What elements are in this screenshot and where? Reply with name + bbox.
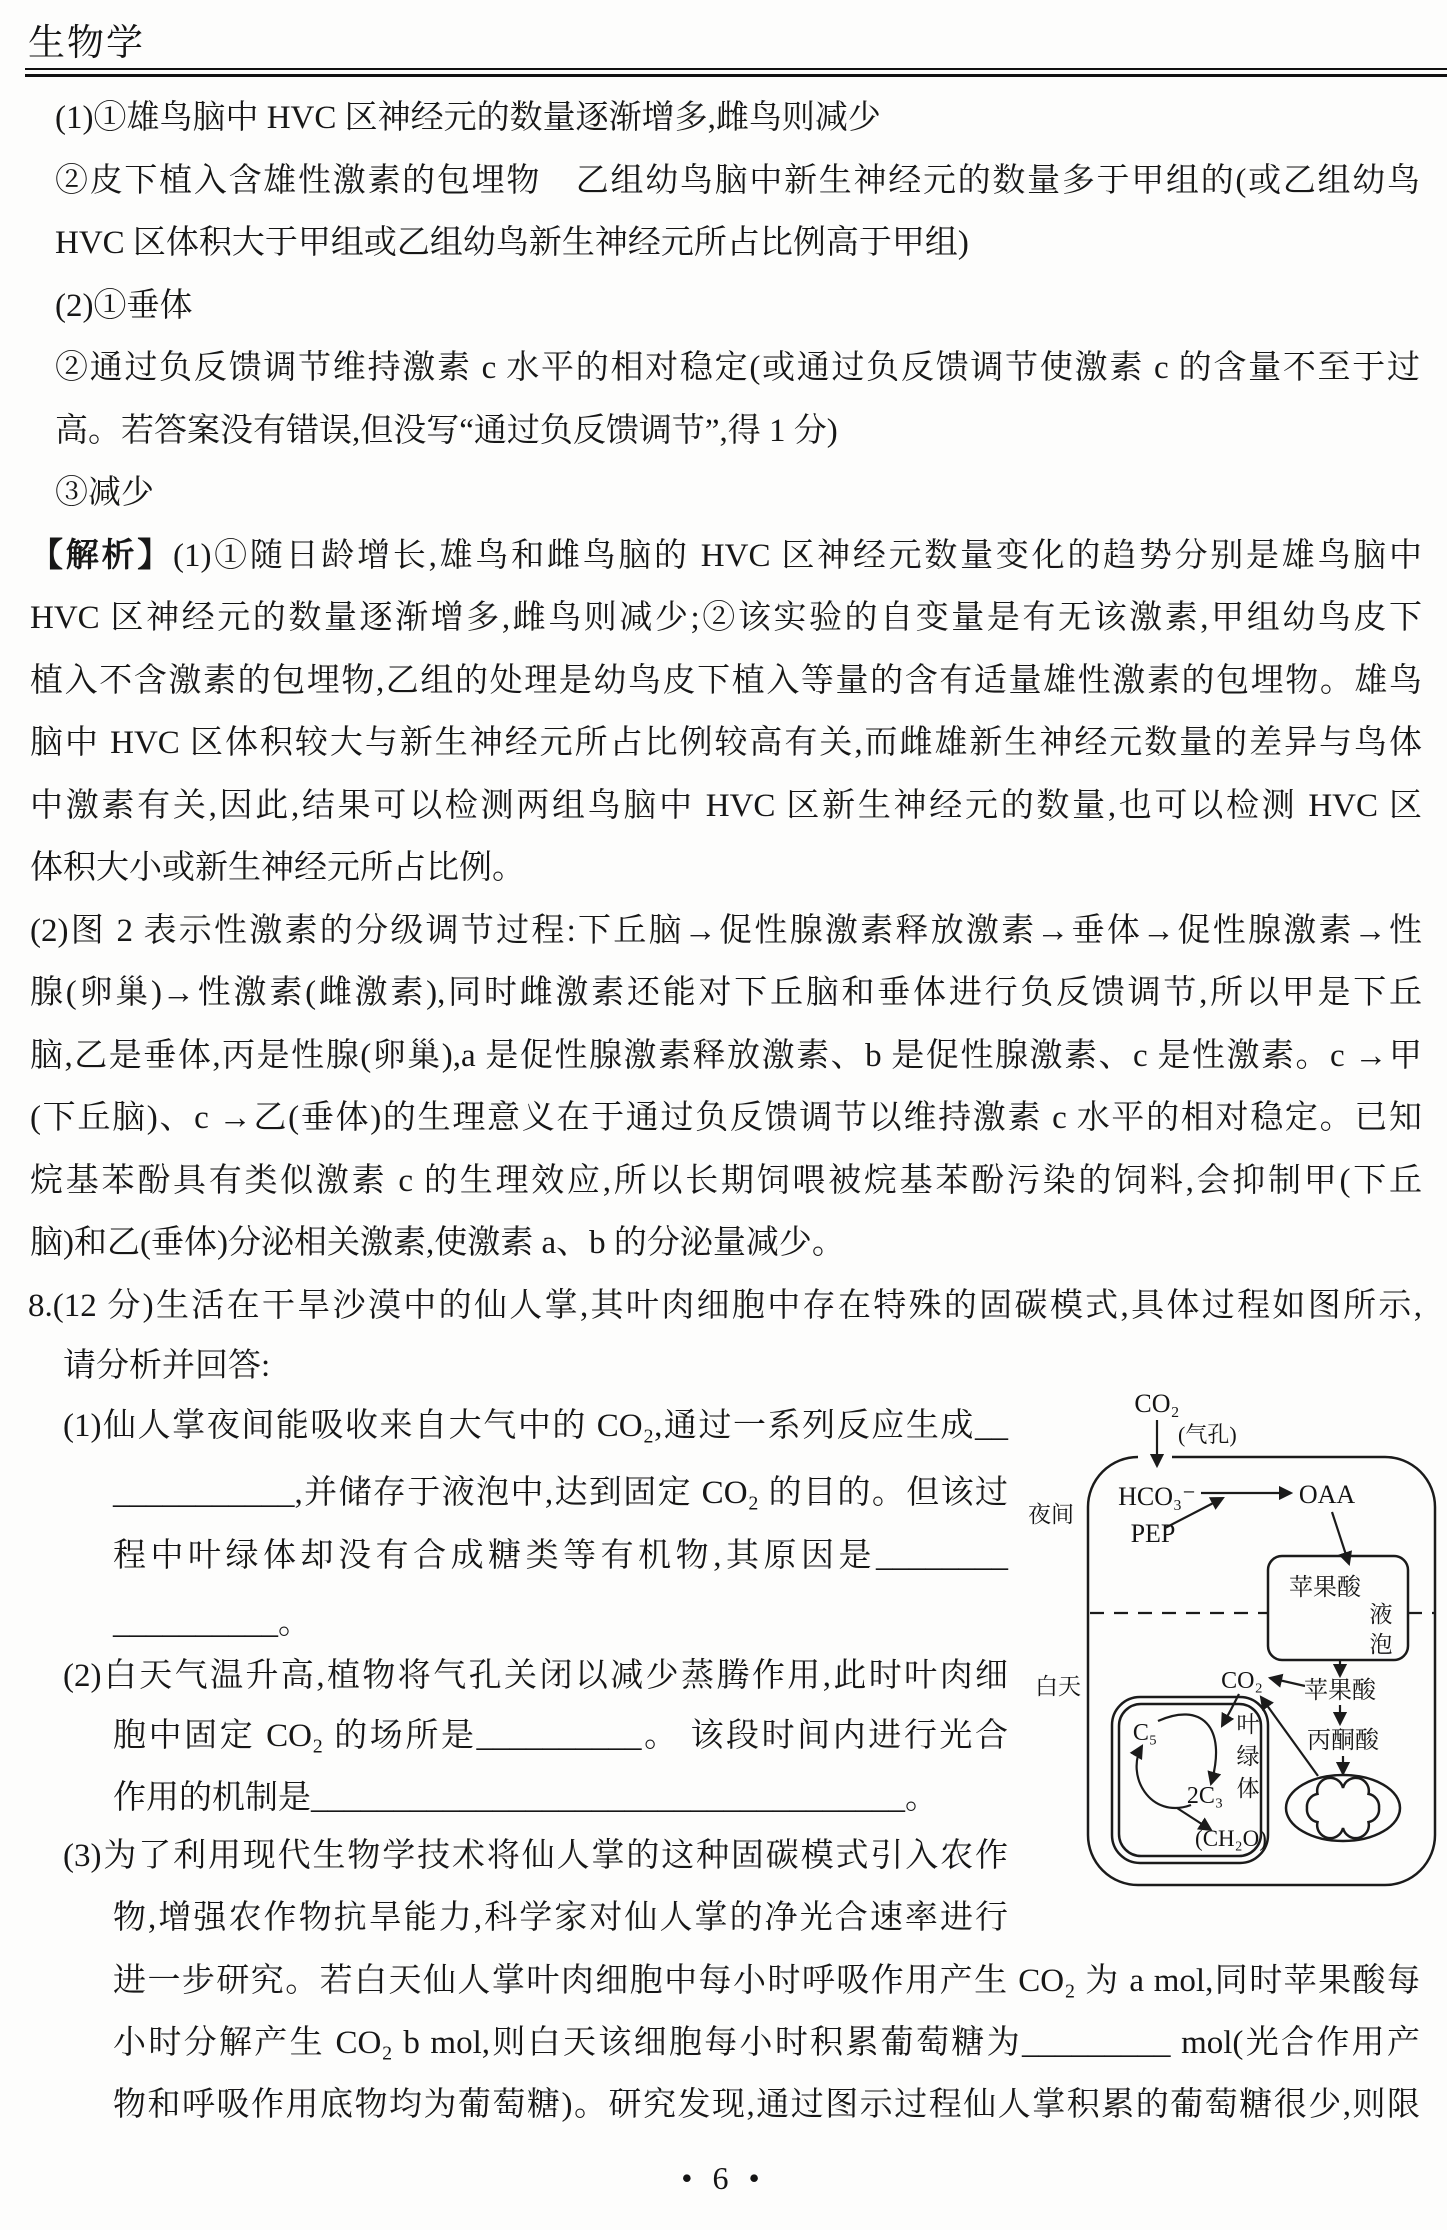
analysis-line: 脑)和乙(垂体)分泌相关激素,使激素 a、b 的分泌量减少。 (30, 1225, 845, 1261)
label-malate-day: 苹果酸 (1304, 1678, 1376, 1704)
label-malate-vacuole: 苹果酸 (1289, 1575, 1361, 1601)
mitochondrion-cristae (1307, 1778, 1379, 1838)
arrow-c5-to-2c3 (1158, 1714, 1216, 1784)
answer-line: ②通过负反馈调节维持激素 c 水平的相对稳定(或通过负反馈调节使激素 c 的含量不至于过 (55, 350, 1420, 386)
cam-pathway-figure (1015, 1380, 1447, 1900)
label-night: 夜间 (1028, 1502, 1074, 1527)
analysis-text: (1)①随日龄增长,雄鸟和雌鸟脑的 HVC 区神经元数量变化的趋势分别是雄鸟脑中 (172, 538, 1423, 574)
label-vacuole: 液 (1369, 1602, 1393, 1627)
label-ch2o: (CH₂O) (1195, 1826, 1267, 1851)
analysis-line: 中激素有关,因此,结果可以检测两组鸟脑中 HVC 区新生神经元的数量,也可以检测 HVC 区 (30, 788, 1422, 824)
analysis-line: 体积大小或新生神经元所占比例。 (30, 850, 525, 886)
answer-line: ②皮下植入含雄性激素的包埋物 乙组幼鸟脑中新生神经元的数量多于甲组的(或乙组幼鸟 (55, 163, 1420, 199)
label-2c3: 2C₃ (1186, 1783, 1224, 1809)
header-rule (25, 68, 1447, 77)
analysis-line: 腺(卵巢)→性激素(雌激素),同时雌激素还能对下丘脑和垂体进行负反馈调节,所以甲是下丘 (30, 975, 1422, 1011)
question8-line: 程中叶绿体却没有合成糖类等有机物,其原因是________ (113, 1538, 1008, 1574)
label-chloroplast: 叶 (1236, 1712, 1260, 1737)
question8-line: 作用的机制是____________________________________。 (113, 1780, 938, 1816)
question8-line: 进一步研究。若白天仙人掌叶肉细胞中每小时呼吸作用产生 CO₂ 为 a mol,同时苹果酸每 (113, 1963, 1420, 1999)
label-co2-atmo: CO₂ (1134, 1389, 1180, 1418)
arrow-to-ch2o (1177, 1808, 1211, 1830)
analysis-label: 【解析】 (30, 538, 173, 574)
analysis-line: 烷基苯酚具有类似激素 c 的生理效应,所以长期饲喂被烷基苯酚污染的饲料,会抑制甲(下丘 (30, 1163, 1422, 1199)
question8-line: 8.(12 分)生活在干旱沙漠中的仙人掌,其叶肉细胞中存在特殊的固碳模式,具体过程如图所示, (28, 1288, 1422, 1324)
question8-line: 物,增强农作物抗旱能力,科学家对仙人掌的净光合速率进行 (113, 1900, 1008, 1936)
analysis-line: (下丘脑)、c →乙(垂体)的生理意义在于通过负反馈调节以维持激素 c 水平的相对稳定。已知 (30, 1100, 1422, 1136)
label-chloroplast: 绿 (1236, 1744, 1260, 1769)
question8-line: __________。 (113, 1605, 311, 1641)
label-vacuole: 泡 (1369, 1632, 1393, 1657)
analysis-line: 脑,乙是垂体,丙是性腺(卵巢),a 是促性腺激素释放激素、b 是促性腺激素、c 是性激素。c →甲 (30, 1038, 1422, 1074)
answer-line: 高。若答案没有错误,但没写“通过负反馈调节”,得 1 分) (55, 413, 838, 449)
question8-line: (3)为了利用现代生物学技术将仙人掌的这种固碳模式引入农作 (63, 1838, 1008, 1874)
label-co2-day: CO₂ (1221, 1668, 1263, 1694)
analysis-line: (2)图 2 表示性激素的分级调节过程:下丘脑→促性腺激素释放激素→垂体→促性腺激素→性 (30, 913, 1422, 949)
label-c5: C₅ (1132, 1720, 1158, 1746)
analysis-line (30, 535, 1422, 577)
question8-line: 胞中固定 CO₂ 的场所是__________。 该段时间内进行光合 (113, 1718, 1008, 1754)
label-hco3: HCO₃⁻ (1118, 1482, 1196, 1511)
question8-line: (2)白天气温升高,植物将气孔关闭以减少蒸腾作用,此时叶肉细 (63, 1658, 1008, 1694)
analysis-line: HVC 区神经元的数量逐渐增多,雌鸟则减少;②该实验的自变量是有无该激素,甲组幼鸟皮下 (30, 600, 1422, 636)
answer-line: (1)①雄鸟脑中 HVC 区神经元的数量逐渐增多,雌鸟则减少 (55, 100, 881, 136)
label-pyruvate: 丙酮酸 (1307, 1728, 1379, 1754)
analysis-line: 植入不含激素的包埋物,乙组的处理是幼鸟皮下植入等量的含有适量雄性激素的包埋物。雄鸟 (30, 663, 1422, 699)
question8-line: 物和呼吸作用底物均为葡萄糖)。研究发现,通过图示过程仙人掌积累的葡萄糖很少,则限 (113, 2087, 1420, 2123)
answer-line: HVC 区体积大于甲组或乙组幼鸟新生神经元所占比例高于甲组) (55, 225, 969, 261)
arrow-malate-to-co2 (1270, 1678, 1305, 1686)
answer-line: ③减少 (55, 475, 154, 511)
arrow-2c3-to-c5 (1137, 1746, 1191, 1808)
label-stoma: (气孔) (1178, 1422, 1237, 1447)
question8-line: ___________,并储存于液泡中,达到固定 CO₂ 的目的。但该过 (113, 1475, 1008, 1511)
label-chloroplast: 体 (1236, 1776, 1260, 1801)
question8-line: (1)仙人掌夜间能吸收来自大气中的 CO₂,通过一系列反应生成__ (63, 1408, 1008, 1444)
answer-line: (2)①垂体 (55, 288, 193, 324)
label-oaa: OAA (1298, 1480, 1356, 1509)
question8-line: 小时分解产生 CO₂ b mol,则白天该细胞每小时积累葡萄糖为_________ mol(光合作用产 (113, 2025, 1420, 2061)
label-pep: PEP (1130, 1519, 1176, 1548)
page-number: • 6 • (681, 2160, 766, 2196)
label-day: 白天 (1035, 1674, 1081, 1699)
question8-line: 请分析并回答: (63, 1348, 271, 1384)
page-header-subject: 生物学 (28, 23, 145, 64)
analysis-line: 脑中 HVC 区体积较大与新生神经元所占比例较高有关,而雌雄新生神经元数量的差异与鸟体 (30, 725, 1422, 761)
